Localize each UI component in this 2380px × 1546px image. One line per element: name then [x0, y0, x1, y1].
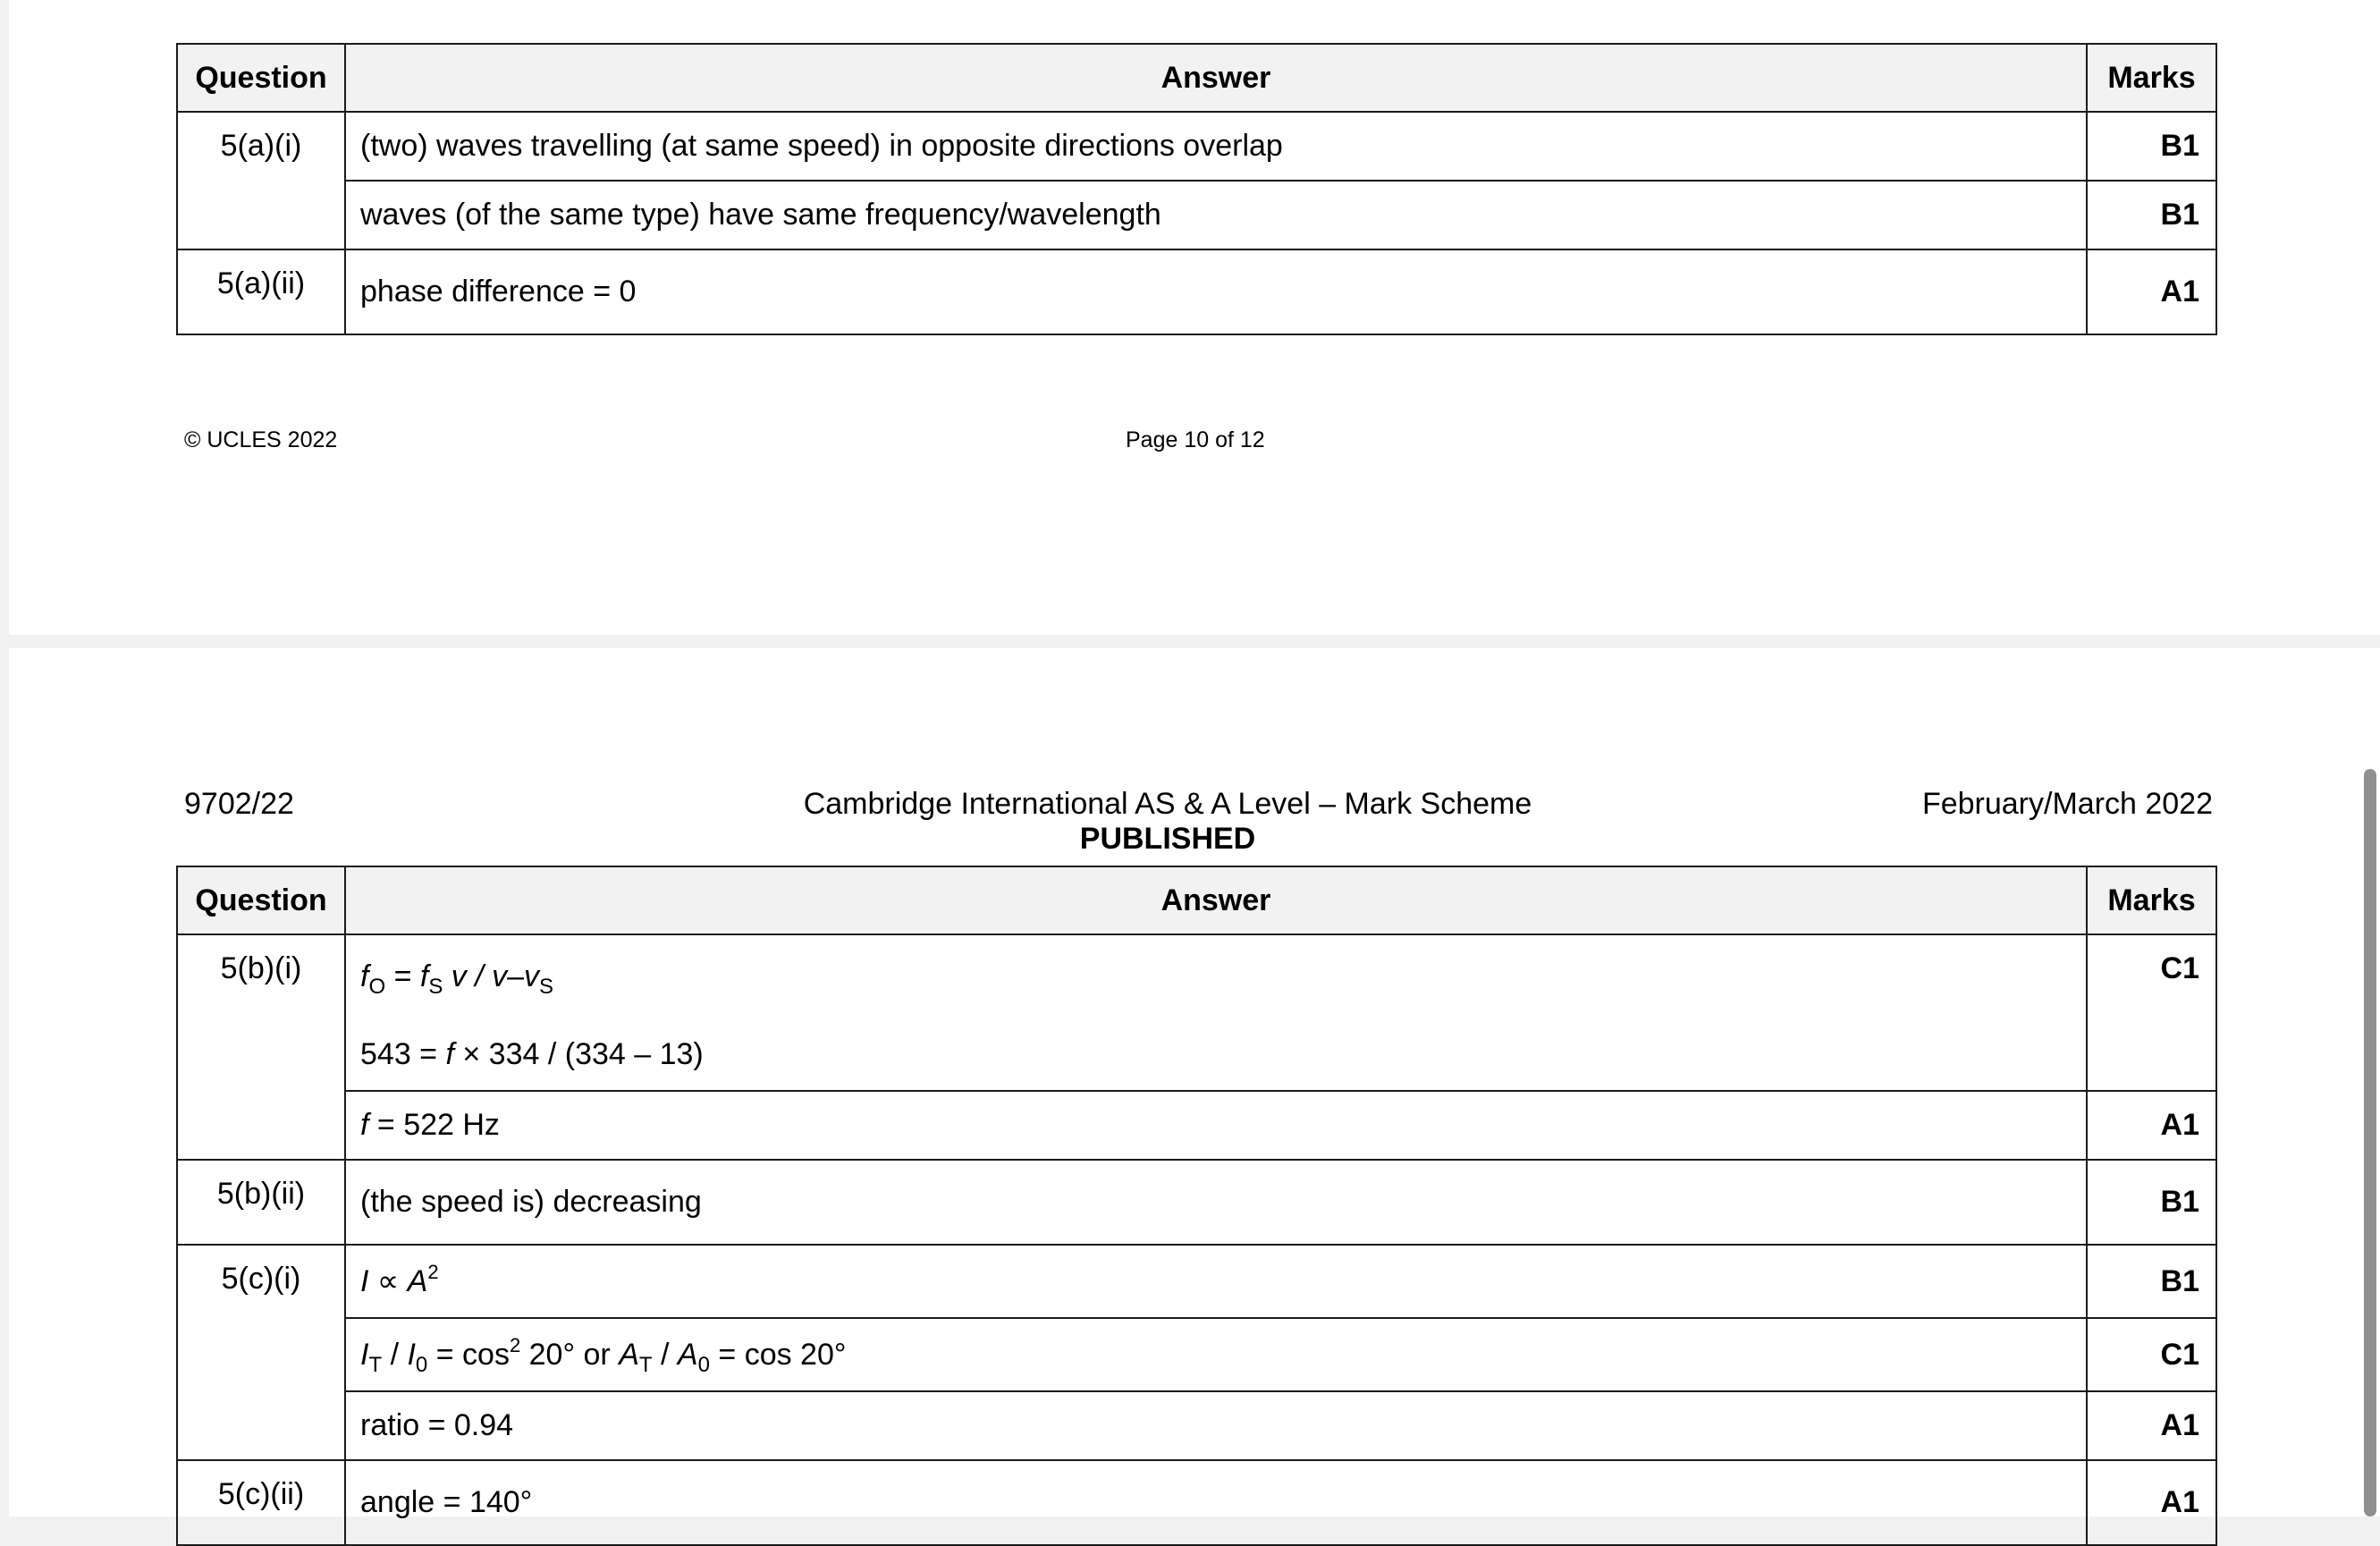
answer-cell: (two) waves travelling (at same speed) in opposite directions overlap — [345, 112, 2087, 181]
question-header: Question — [177, 866, 345, 934]
marks-cell-empty — [2087, 1018, 2216, 1091]
question-number: 5(b)(i) — [177, 934, 345, 1160]
answer-header: Answer — [345, 866, 2087, 934]
proportionality-cell: $I \propto A^2$ — [345, 1245, 2087, 1318]
table-row — [177, 1160, 2216, 1245]
question-number: 5(a)(i) — [177, 112, 345, 249]
syllabus-code: 9702/22 — [184, 787, 294, 821]
marks-cell: C1 — [2087, 1318, 2216, 1391]
mark-scheme-table-top — [176, 43, 2217, 335]
mark-scheme-table-bottom — [176, 866, 2217, 1546]
exam-session: February/March 2022 — [1921, 787, 2213, 821]
page-11 — [9, 648, 2380, 1519]
answer-cell: ratio = 0.94 — [345, 1391, 2087, 1460]
table-row — [177, 1460, 2216, 1545]
doppler-equation: $f_O = f_S$ v / $v-v_S$ — [345, 934, 2087, 1018]
marks-cell: B1 — [2087, 112, 2216, 181]
marks-cell: A1 — [2087, 249, 2216, 334]
table-row — [177, 1391, 2216, 1460]
marks-cell: B1 — [2087, 1160, 2216, 1245]
marks-cell: A1 — [2087, 1091, 2216, 1160]
marks-cell: B1 — [2087, 181, 2216, 249]
table-row — [177, 934, 2216, 1018]
marks-cell: A1 — [2087, 1391, 2216, 1460]
question-number: 5(c)(ii) — [177, 1460, 345, 1545]
marks-header: Marks — [2087, 44, 2216, 112]
page-number: Page 10 of 12 — [1126, 427, 1265, 452]
question-header: Question — [177, 44, 345, 112]
table-row — [177, 249, 2216, 334]
table-row — [177, 181, 2216, 249]
table-row — [177, 1091, 2216, 1160]
marks-cell: A1 — [2087, 1460, 2216, 1545]
vertical-scrollbar[interactable] — [2364, 769, 2376, 1516]
table-header-row — [177, 866, 2216, 934]
marks-cell: C1 — [2087, 934, 2216, 1018]
copyright-text: © UCLES 2022 — [184, 427, 338, 452]
marks-header: Marks — [2087, 866, 2216, 934]
substitution-line: 543 = f × 334 / (334 – 13) — [345, 1018, 2087, 1091]
answer-cell: waves (of the same type) have same frequency/wavelength — [345, 181, 2087, 249]
answer-header: Answer — [345, 44, 2087, 112]
question-number: 5(c)(i) — [177, 1245, 345, 1460]
table-row — [177, 1318, 2216, 1391]
question-number: 5(a)(ii) — [177, 249, 345, 334]
marks-cell: B1 — [2087, 1245, 2216, 1318]
answer-cell: phase difference = 0 — [345, 249, 2087, 334]
question-number: 5(b)(ii) — [177, 1160, 345, 1245]
table-header-row — [177, 44, 2216, 112]
answer-cell: (the speed is) decreasing — [345, 1160, 2087, 1245]
answer-cell: angle = 140° — [345, 1460, 2087, 1545]
table-row — [177, 1018, 2216, 1091]
document-title: Cambridge International AS & A Level – Mark Scheme — [803, 787, 1532, 821]
table-row — [177, 1245, 2216, 1318]
table-row — [177, 112, 2216, 181]
intensity-ratio-cell: $I_T / I_0 = \cos^2 20^\circ$ or $A_T / A_0 = \cos 20^\circ$ — [345, 1318, 2087, 1391]
page-10 — [9, 0, 2380, 635]
published-label: PUBLISHED — [1079, 822, 1256, 856]
answer-cell: f = 522 Hz — [345, 1091, 2087, 1160]
